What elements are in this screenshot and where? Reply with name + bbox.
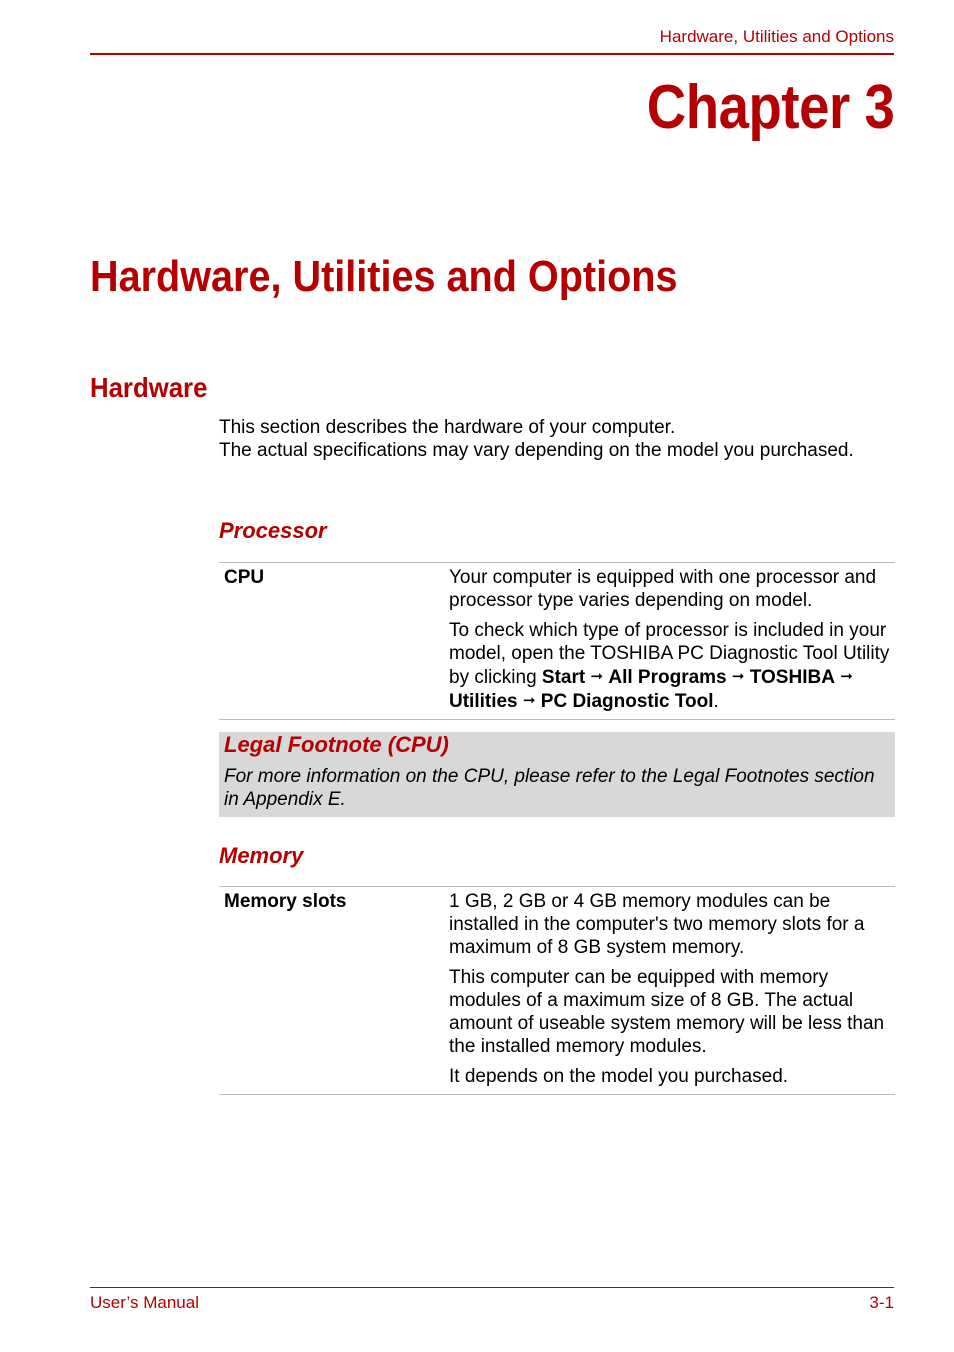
footer-rule — [90, 1287, 894, 1288]
spec-desc-cpu — [449, 563, 895, 719]
processor-spec-table — [219, 562, 895, 720]
running-header: Hardware, Utilities and Options — [659, 27, 894, 46]
spec-term-memory-slots: Memory slots — [224, 891, 347, 912]
memory-desc-3: It depends on the model you purchased. — [449, 1066, 789, 1087]
arrow-icon: ➞ — [731, 668, 745, 685]
menu-path-toshiba: TOSHIBA — [749, 667, 835, 688]
legal-footnote-body: For more information on the CPU, please refer to the Legal Footnotes section in Appendix E. — [224, 766, 875, 810]
hardware-intro — [219, 416, 895, 462]
legal-footnote-box — [219, 732, 895, 817]
arrow-icon: ➞ — [840, 668, 853, 685]
spec-term-cpu: CPU — [224, 567, 265, 588]
footer-manual-label: User’s Manual — [90, 1293, 199, 1312]
menu-path-all-programs: All Programs — [608, 667, 727, 688]
sentence-period: . — [713, 691, 719, 712]
menu-path-pc-diagnostic-tool: PC Diagnostic Tool — [540, 691, 714, 712]
section-title-hardware: Hardware — [90, 372, 208, 403]
legal-footnote-title: Legal Footnote (CPU) — [224, 732, 449, 757]
arrow-icon: ➞ — [522, 692, 536, 709]
cpu-desc-2 — [449, 619, 895, 713]
subsection-title-memory: Memory — [219, 843, 304, 868]
menu-path-utilities: Utilities — [449, 691, 518, 712]
cpu-desc-2-text: To check which type of processor is included in your model, open the TOSHIBA PC Diagnostic Tool Utility by clicking — [449, 620, 890, 688]
memory-spec-table — [219, 886, 895, 1095]
page-title: Hardware, Utilities and Options — [90, 252, 678, 301]
footer-page-number: 3-1 — [869, 1293, 894, 1312]
arrow-icon: ➞ — [590, 668, 604, 685]
intro-line-1: This section describes the hardware of your computer. — [219, 417, 676, 438]
memory-desc-2: This computer can be equipped with memory modules of a maximum size of 8 GB. The actual amount of useable system memory will be less than the installed memory modules. — [449, 967, 885, 1057]
menu-path-start: Start — [541, 667, 586, 688]
intro-line-2: The actual specifications may vary depending on the model you purchased. — [219, 440, 854, 461]
memory-desc-1: 1 GB, 2 GB or 4 GB memory modules can be installed in the computer's two memory slots for a maximum of 8 GB system memory. — [449, 891, 865, 958]
header-rule — [90, 53, 894, 55]
chapter-title: Chapter 3 — [646, 73, 894, 142]
spec-desc-memory-slots — [449, 887, 895, 1094]
subsection-title-processor: Processor — [219, 518, 327, 543]
cpu-desc-1: Your computer is equipped with one processor and processor type varies depending on model. — [449, 567, 877, 611]
